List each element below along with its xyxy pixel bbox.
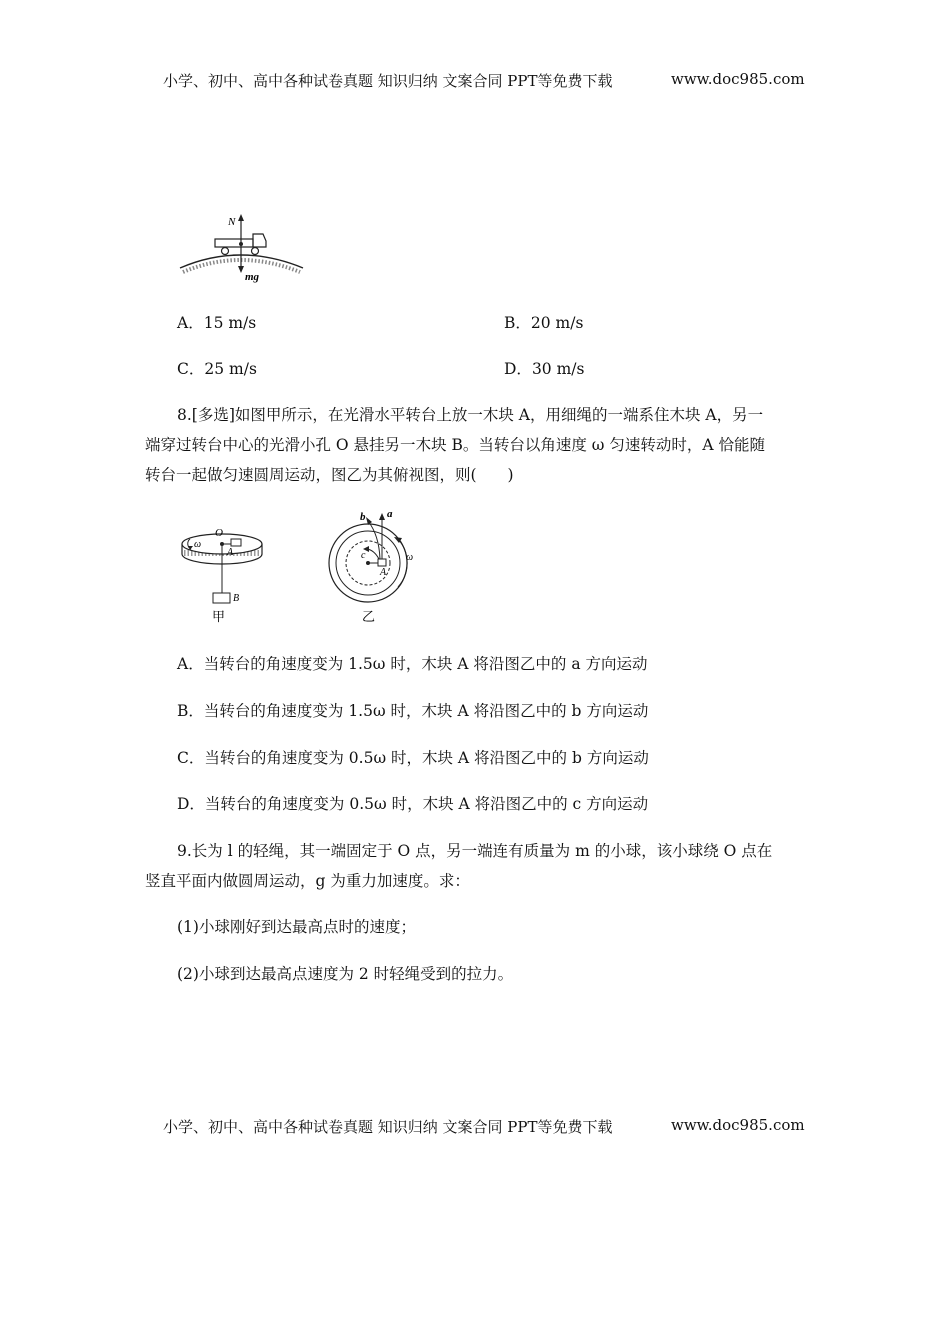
q9-sub-2: (2)小球到达最高点速度为 2 时轻绳受到的拉力。 — [177, 965, 514, 983]
option-letter: C． — [177, 360, 205, 378]
option-letter: D． — [504, 360, 532, 378]
option-text: 25 m/s — [204, 360, 257, 378]
q8-line-1: 8.[多选]如图甲所示，在光滑水平转台上放一木块 A，用细绳的一端系住木块 A，另一 — [177, 406, 764, 424]
q7-option-b[interactable] — [504, 311, 583, 333]
header-url: www.doc985.com — [671, 70, 805, 88]
turntable-figure-jia — [175, 522, 275, 627]
label-c-direction: c — [361, 550, 366, 561]
q8-line-3: 转台一起做匀速圆周运动，图乙为其俯视图，则( ) — [145, 466, 514, 484]
label-a: A — [227, 547, 234, 558]
q9-line-1: 9.长为 l 的轻绳，其一端固定于 O 点，另一端连有质量为 m 的小球，该小球绕 O 点在 — [177, 842, 773, 860]
label-mg: mg — [245, 271, 260, 283]
option-text: 15 m/s — [203, 314, 257, 332]
q8-option-b[interactable]: B．当转台的角速度变为 1.5ω 时，木块 A 将沿图乙中的 b 方向运动 — [177, 702, 649, 720]
q7-option-d[interactable] — [504, 357, 584, 379]
footer-url: www.doc985.com — [671, 1116, 805, 1134]
footer-text: 小学、初中、高中各种试卷真题 知识归纳 文案合同 PPT等免费下载 — [163, 1118, 613, 1136]
q8-option-c[interactable]: C．当转台的角速度变为 0.5ω 时，木块 A 将沿图乙中的 b 方向运动 — [177, 749, 649, 767]
label-omega: ω — [194, 539, 202, 550]
label-o: O — [215, 527, 223, 539]
q9-sub-1: (1)小球刚好到达最高点时的速度； — [177, 918, 416, 936]
turntable-figure-yi — [322, 505, 427, 627]
q8-option-d[interactable]: D．当转台的角速度变为 0.5ω 时，木块 A 将沿图乙中的 c 方向运动 — [177, 795, 649, 813]
truck-on-hill-figure — [175, 210, 310, 285]
caption-jia: 甲 — [212, 609, 226, 624]
option-text: 20 m/s — [530, 314, 584, 332]
label-omega: ω — [406, 552, 414, 563]
label-b-direction: b — [360, 511, 366, 523]
option-letter: B． — [504, 314, 531, 332]
header-text: 小学、初中、高中各种试卷真题 知识归纳 文案合同 PPT等免费下载 — [163, 72, 613, 90]
q8-line-2: 端穿过转台中心的光滑小孔 O 悬挂另一木块 B。当转台以角速度 ω 匀速转动时，A 恰能随 — [145, 436, 765, 454]
caption-yi: 乙 — [362, 609, 376, 624]
q8-option-a[interactable]: A．当转台的角速度变为 1.5ω 时，木块 A 将沿图乙中的 a 方向运动 — [177, 655, 648, 673]
label-n: N — [228, 216, 236, 228]
label-b: B — [233, 593, 240, 604]
q9-line-2: 竖直平面内做圆周运动，g 为重力加速度。求： — [145, 872, 470, 890]
q7-option-c[interactable] — [177, 357, 257, 379]
option-text: 30 m/s — [531, 360, 585, 378]
option-letter: A． — [177, 314, 204, 332]
label-a-direction: a — [387, 508, 393, 520]
q7-option-a[interactable] — [177, 311, 256, 333]
label-a-block: A — [380, 567, 387, 578]
